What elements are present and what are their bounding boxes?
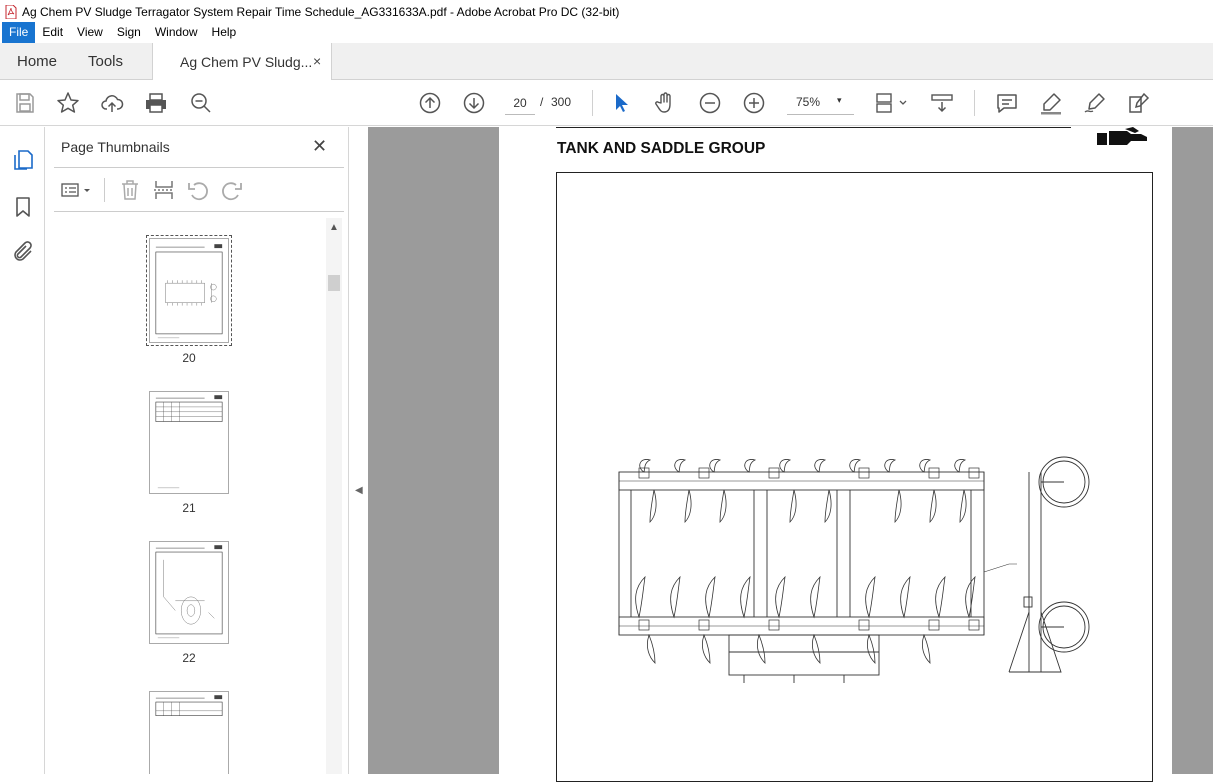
tab-document[interactable] xyxy=(152,43,332,81)
menu-view[interactable]: View xyxy=(77,25,103,39)
scroll-up-icon[interactable]: ▲ xyxy=(329,222,339,233)
delete-page-icon[interactable] xyxy=(118,178,142,202)
total-pages: 300 xyxy=(551,95,572,109)
panel-splitter[interactable] xyxy=(348,127,368,774)
menu-sign[interactable]: Sign xyxy=(116,25,141,39)
undo-rotate-icon[interactable] xyxy=(186,178,210,202)
title-bar xyxy=(0,0,1213,23)
hand-tool-icon[interactable] xyxy=(653,91,677,115)
menu-edit[interactable]: Edit xyxy=(42,25,64,39)
thumbnail-options-icon[interactable] xyxy=(60,178,94,202)
panel-title: Page Thumbnails xyxy=(61,139,170,155)
menu-window[interactable]: Window xyxy=(154,25,198,39)
page-separator: / xyxy=(540,95,544,109)
zoom-value: 75% xyxy=(796,95,821,109)
thumbnail-page-21[interactable] xyxy=(149,391,229,494)
thumbnail-page-number: 22 xyxy=(182,651,196,665)
close-tab-icon[interactable]: × xyxy=(313,53,322,69)
document-tab-label: Ag Chem PV Sludg... xyxy=(180,54,313,70)
scroll-mode-icon[interactable] xyxy=(930,91,954,115)
upload-cloud-icon[interactable] xyxy=(100,91,124,115)
acrobat-app-icon xyxy=(5,5,17,19)
zoom-in-icon[interactable] xyxy=(742,91,766,115)
panel-toolbar-divider xyxy=(104,178,105,202)
zoom-out-search-icon[interactable] xyxy=(189,91,213,115)
thumbnail-page-number: 20 xyxy=(182,351,196,365)
collapse-panel-icon[interactable]: ◀ xyxy=(355,485,363,496)
page-thumbnails-panel xyxy=(46,127,348,774)
toolbar-divider xyxy=(974,90,975,116)
menu-bar xyxy=(0,22,1213,43)
thumbnail-scrollbar[interactable] xyxy=(326,218,342,774)
attachment-paperclip-icon[interactable] xyxy=(11,240,35,264)
next-page-icon[interactable] xyxy=(462,91,486,115)
zoom-dropdown[interactable] xyxy=(787,91,854,115)
tank-saddle-diagram xyxy=(609,452,1109,692)
menu-file[interactable]: File xyxy=(2,22,35,43)
thumbnail-page-22[interactable] xyxy=(149,541,229,644)
redo-rotate-icon[interactable] xyxy=(220,178,244,202)
edit-pdf-icon[interactable] xyxy=(1127,91,1151,115)
thumbnail-page-number: 21 xyxy=(182,501,196,515)
comment-icon[interactable] xyxy=(995,91,1019,115)
toolbar-divider xyxy=(592,90,593,116)
sign-pen-icon[interactable] xyxy=(1083,91,1107,115)
menu-help[interactable]: Help xyxy=(211,25,237,39)
thumbnail-toolbar xyxy=(54,167,344,212)
thumbnail-page-20[interactable] xyxy=(149,238,229,343)
tab-tools[interactable]: Tools xyxy=(88,53,124,70)
brand-logo xyxy=(1095,127,1153,147)
thumbnail-list xyxy=(46,218,326,774)
thumbnail-page-23[interactable] xyxy=(149,691,229,774)
header-rule xyxy=(556,127,1071,128)
pdf-page xyxy=(499,127,1172,774)
tab-bar xyxy=(0,43,1213,80)
page-number-input[interactable] xyxy=(505,91,535,115)
page-heading: TANK AND SADDLE GROUP xyxy=(557,140,766,157)
scrollbar-thumb[interactable] xyxy=(328,275,340,291)
split-page-icon[interactable] xyxy=(152,178,176,202)
select-cursor-icon[interactable] xyxy=(609,91,633,115)
bookmark-icon[interactable] xyxy=(11,195,35,219)
highlight-pen-icon[interactable] xyxy=(1039,91,1063,115)
document-viewport[interactable] xyxy=(368,127,1213,774)
close-panel-icon[interactable]: ✕ xyxy=(312,136,328,156)
page-thumbnails-icon[interactable] xyxy=(11,148,35,172)
star-icon[interactable] xyxy=(56,91,80,115)
tab-home[interactable]: Home xyxy=(17,53,58,70)
print-icon[interactable] xyxy=(144,91,168,115)
zoom-out-icon[interactable] xyxy=(698,91,722,115)
save-icon[interactable] xyxy=(13,91,37,115)
window-title: Ag Chem PV Sludge Terragator System Repair Time Schedule_AG331633A.pdf - Adobe Acrobat Pro DC (32-bit) xyxy=(22,4,620,19)
previous-page-icon[interactable] xyxy=(418,91,442,115)
page-display-icon[interactable] xyxy=(874,91,908,115)
navigation-rail xyxy=(0,127,45,774)
chevron-down-icon: ▾ xyxy=(837,95,842,105)
toolbar xyxy=(0,80,1213,126)
